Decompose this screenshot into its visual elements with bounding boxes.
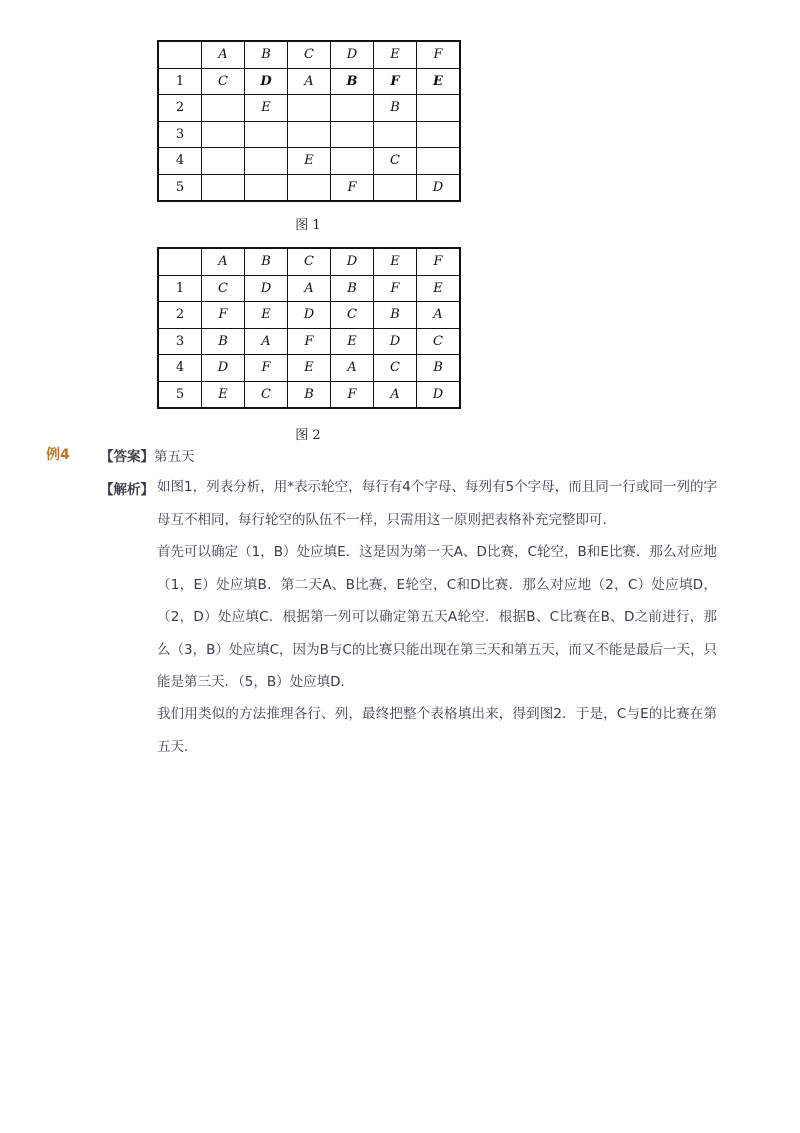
table-cell: E bbox=[202, 381, 245, 408]
table-cell: C bbox=[245, 381, 288, 408]
table-cell: C bbox=[331, 302, 374, 329]
table-cell: E bbox=[331, 328, 374, 355]
column-header-cell: C bbox=[288, 248, 331, 275]
answer-label: 【答案】 bbox=[100, 449, 154, 465]
table-cell: B bbox=[202, 328, 245, 355]
row-header-cell: 1 bbox=[158, 275, 202, 302]
analysis-paragraph-3: 我们用类似的方法推理各行、列，最终把整个表格填出来，得到图2．于是，C与E的比赛在第五天． bbox=[157, 706, 717, 755]
table-cell: C bbox=[374, 148, 417, 175]
row-header-cell: 4 bbox=[158, 148, 202, 175]
table-cell: A bbox=[288, 275, 331, 302]
table-header-row bbox=[158, 248, 460, 275]
table-cell: D bbox=[288, 302, 331, 329]
row-header-cell: 3 bbox=[158, 121, 202, 148]
table-cell: F bbox=[331, 381, 374, 408]
table-cell bbox=[417, 148, 461, 175]
table-cell bbox=[202, 148, 245, 175]
row-header-cell: 2 bbox=[158, 302, 202, 329]
column-header-cell: A bbox=[202, 41, 245, 68]
table-cell bbox=[202, 95, 245, 122]
table-cell bbox=[374, 174, 417, 201]
table-cell: A bbox=[245, 328, 288, 355]
table-cell: D bbox=[202, 355, 245, 382]
table-cell: A bbox=[374, 381, 417, 408]
table-cell: F bbox=[202, 302, 245, 329]
table-cell bbox=[245, 174, 288, 201]
analysis-label: 【解析】 bbox=[100, 482, 154, 498]
table-cell bbox=[245, 148, 288, 175]
table-cell: C bbox=[202, 68, 245, 95]
table-row bbox=[158, 174, 460, 201]
table-cell: A bbox=[288, 68, 331, 95]
column-header-cell: E bbox=[374, 41, 417, 68]
table-row bbox=[158, 95, 460, 122]
table-cell bbox=[288, 121, 331, 148]
table-row bbox=[158, 355, 460, 382]
table-cell: B bbox=[374, 95, 417, 122]
table-cell: F bbox=[374, 275, 417, 302]
table-cell: B bbox=[331, 275, 374, 302]
analysis-paragraph-1: 如图1，列表分析，用*表示轮空，每行有4个字母、每列有5个字母，而且同一行或同一列的字母互不相同，每行轮空的队伍不一样，只需用这一原则把表格补充完整即可． bbox=[157, 479, 717, 528]
row-header-cell: 5 bbox=[158, 174, 202, 201]
table-cell: D bbox=[374, 328, 417, 355]
figure1-table bbox=[157, 40, 461, 202]
table-cell: E bbox=[417, 68, 461, 95]
table-row bbox=[158, 275, 460, 302]
table-row bbox=[158, 381, 460, 408]
table-cell: B bbox=[374, 302, 417, 329]
table-cell: E bbox=[245, 302, 288, 329]
table-cell bbox=[331, 95, 374, 122]
table-row bbox=[158, 68, 460, 95]
table-cell: B bbox=[417, 355, 461, 382]
table-cell: C bbox=[374, 355, 417, 382]
column-header-cell: D bbox=[331, 41, 374, 68]
row-header-cell: 5 bbox=[158, 381, 202, 408]
table-cell: E bbox=[288, 355, 331, 382]
table-cell: D bbox=[417, 381, 461, 408]
row-header-cell: 4 bbox=[158, 355, 202, 382]
row-header-cell: 3 bbox=[158, 328, 202, 355]
table-cell bbox=[245, 121, 288, 148]
table-cell: B bbox=[331, 68, 374, 95]
row-header-cell: 2 bbox=[158, 95, 202, 122]
figure1-caption: 图 1 bbox=[295, 218, 321, 233]
figure2-caption: 图 2 bbox=[295, 428, 321, 443]
figure2-table bbox=[157, 247, 461, 409]
table-row bbox=[158, 121, 460, 148]
table-cell bbox=[202, 121, 245, 148]
table-cell: E bbox=[417, 275, 461, 302]
table-cell: C bbox=[202, 275, 245, 302]
table-row bbox=[158, 302, 460, 329]
answer-text: 第五天 bbox=[154, 449, 195, 465]
column-header-cell bbox=[158, 248, 202, 275]
column-header-cell: E bbox=[374, 248, 417, 275]
table-cell: D bbox=[245, 68, 288, 95]
table-cell: F bbox=[374, 68, 417, 95]
column-header-cell bbox=[158, 41, 202, 68]
table-cell: D bbox=[417, 174, 461, 201]
analysis-paragraph-2: 首先可以确定（1，B）处应填E．这是因为第一天A、D比赛，C轮空，B和E比赛．那么对应地（1，E）处应填B．第二天A、B比赛，E轮空，C和D比赛．那么对应地（2，C）处应填D，（2，D）处应填C．根据第一列可以确定第五天A轮空．根据B、C比赛在B、D之前进行，那么（3，B）处应填C，因为B与C的比赛只能出现在第三天和第五天，而又不能是最后一天，只能是第三天．（5，B）处应填D． bbox=[157, 544, 717, 690]
column-header-cell: F bbox=[417, 248, 461, 275]
table-cell: B bbox=[288, 381, 331, 408]
table-cell: F bbox=[331, 174, 374, 201]
table-cell: D bbox=[245, 275, 288, 302]
column-header-cell: D bbox=[331, 248, 374, 275]
answer-line bbox=[100, 445, 195, 465]
table-cell: F bbox=[245, 355, 288, 382]
column-header-cell: F bbox=[417, 41, 461, 68]
table-cell: E bbox=[288, 148, 331, 175]
table-cell: A bbox=[417, 302, 461, 329]
row-header-cell: 1 bbox=[158, 68, 202, 95]
table-cell: A bbox=[331, 355, 374, 382]
column-header-cell: B bbox=[245, 248, 288, 275]
example-label: 例4 bbox=[46, 447, 70, 463]
table-cell bbox=[288, 95, 331, 122]
table-row bbox=[158, 328, 460, 355]
table-cell: F bbox=[288, 328, 331, 355]
table-cell bbox=[202, 174, 245, 201]
table-cell bbox=[331, 148, 374, 175]
table-cell bbox=[417, 121, 461, 148]
table-cell bbox=[331, 121, 374, 148]
table-cell bbox=[417, 95, 461, 122]
column-header-cell: A bbox=[202, 248, 245, 275]
column-header-cell: B bbox=[245, 41, 288, 68]
table-row bbox=[158, 148, 460, 175]
table-cell bbox=[288, 174, 331, 201]
table-cell: C bbox=[417, 328, 461, 355]
column-header-cell: C bbox=[288, 41, 331, 68]
table-cell bbox=[374, 121, 417, 148]
table-header-row bbox=[158, 41, 460, 68]
table-cell: E bbox=[245, 95, 288, 122]
